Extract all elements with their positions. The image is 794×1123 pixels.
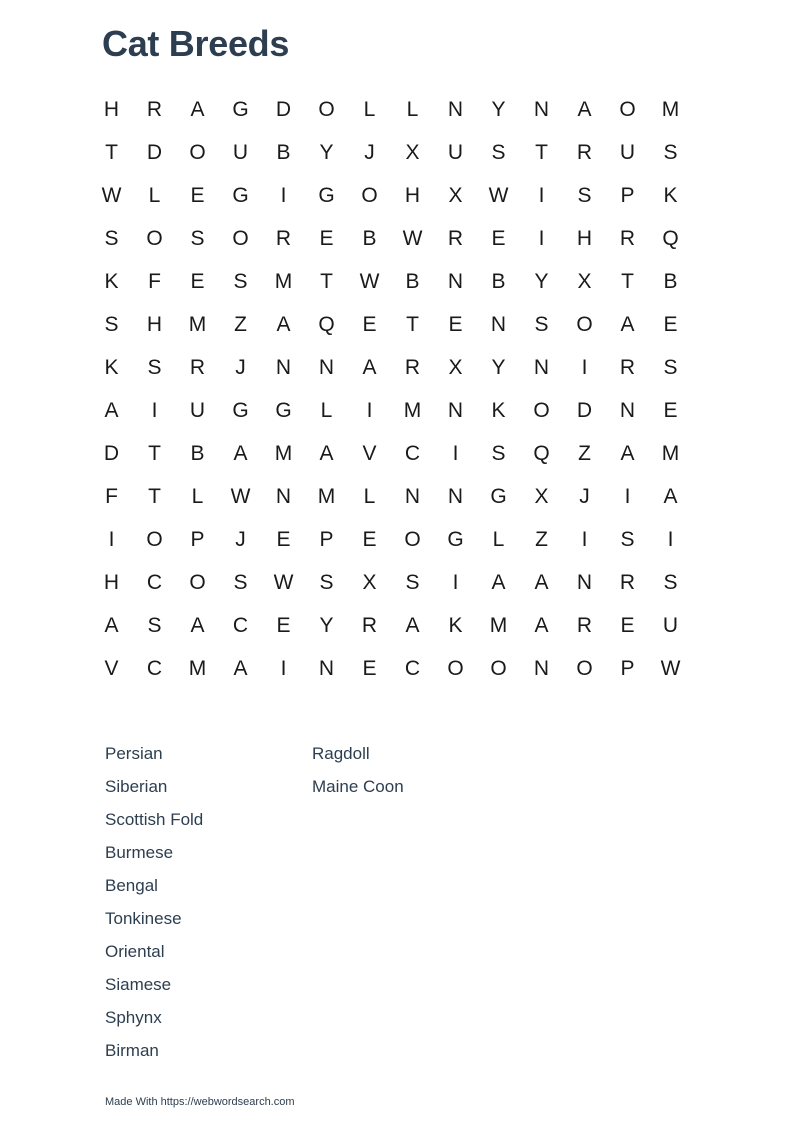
- word-list-column: [105, 737, 312, 1067]
- grid-cell[interactable]: N: [619, 398, 636, 422]
- grid-cell[interactable]: B: [190, 441, 205, 465]
- grid-cell[interactable]: B: [276, 140, 291, 164]
- grid-cell[interactable]: E: [319, 226, 334, 250]
- grid-cell[interactable]: K: [663, 183, 678, 207]
- word-search-grid: [90, 88, 692, 690]
- grid-cell[interactable]: A: [405, 613, 420, 637]
- grid-cell[interactable]: X: [577, 269, 592, 293]
- grid-cell[interactable]: N: [533, 97, 550, 121]
- grid-cell[interactable]: K: [491, 398, 506, 422]
- grid-cell[interactable]: A: [104, 613, 119, 637]
- grid-cell[interactable]: I: [667, 527, 674, 551]
- grid-cell[interactable]: I: [452, 570, 459, 594]
- grid-cell[interactable]: W: [230, 484, 251, 508]
- grid-cell[interactable]: S: [104, 312, 119, 336]
- grid-cell[interactable]: N: [447, 484, 464, 508]
- grid-cell[interactable]: I: [538, 226, 545, 250]
- grid-cell[interactable]: B: [405, 269, 420, 293]
- grid-cell[interactable]: S: [491, 441, 506, 465]
- grid-cell[interactable]: G: [232, 183, 249, 207]
- grid-cell[interactable]: O: [447, 656, 464, 680]
- grid-cell[interactable]: N: [275, 355, 292, 379]
- grid-cell[interactable]: D: [275, 97, 292, 121]
- grid-cell[interactable]: J: [364, 140, 375, 164]
- grid-cell[interactable]: O: [361, 183, 378, 207]
- grid-cell[interactable]: E: [362, 656, 377, 680]
- grid-cell[interactable]: H: [146, 312, 163, 336]
- word-list-item: Maine Coon: [312, 777, 404, 796]
- grid-cell[interactable]: N: [533, 355, 550, 379]
- grid-cell[interactable]: N: [490, 312, 507, 336]
- grid-cell[interactable]: Y: [491, 97, 506, 121]
- grid-cell[interactable]: N: [318, 656, 335, 680]
- grid-cell[interactable]: M: [661, 97, 680, 121]
- grid-cell[interactable]: S: [233, 570, 248, 594]
- grid-cell[interactable]: N: [447, 398, 464, 422]
- grid-cell[interactable]: A: [319, 441, 334, 465]
- grid-cell[interactable]: E: [362, 527, 377, 551]
- grid-cell[interactable]: S: [491, 140, 506, 164]
- grid-cell[interactable]: P: [190, 527, 205, 551]
- grid-cell[interactable]: O: [619, 97, 636, 121]
- grid-cell[interactable]: W: [402, 226, 423, 250]
- grid-row: [90, 303, 692, 346]
- grid-cell[interactable]: K: [104, 355, 119, 379]
- grid-cell[interactable]: H: [103, 570, 120, 594]
- grid-cell[interactable]: D: [576, 398, 593, 422]
- grid-cell[interactable]: E: [190, 269, 205, 293]
- word-list-item: Oriental: [105, 942, 165, 961]
- grid-cell[interactable]: R: [404, 355, 421, 379]
- grid-cell[interactable]: J: [579, 484, 590, 508]
- grid-cell[interactable]: A: [534, 570, 549, 594]
- grid-cell[interactable]: I: [538, 183, 545, 207]
- grid-cell[interactable]: I: [581, 527, 588, 551]
- grid-cell[interactable]: O: [576, 656, 593, 680]
- grid-cell[interactable]: O: [189, 570, 206, 594]
- grid-cell[interactable]: H: [103, 97, 120, 121]
- grid-cell[interactable]: V: [104, 656, 119, 680]
- grid-cell[interactable]: U: [189, 398, 206, 422]
- grid-row: [90, 604, 692, 647]
- grid-cell[interactable]: V: [362, 441, 377, 465]
- word-list-item: Bengal: [105, 876, 158, 895]
- grid-cell[interactable]: G: [232, 398, 249, 422]
- grid-cell[interactable]: X: [448, 183, 463, 207]
- grid-row: [90, 432, 692, 475]
- grid-cell[interactable]: A: [190, 97, 205, 121]
- grid-cell[interactable]: H: [404, 183, 421, 207]
- grid-cell[interactable]: S: [190, 226, 205, 250]
- grid-cell[interactable]: N: [533, 656, 550, 680]
- word-list-item: Ragdoll: [312, 744, 370, 763]
- grid-cell[interactable]: R: [619, 226, 636, 250]
- grid-cell[interactable]: O: [490, 656, 507, 680]
- word-list-column: [312, 737, 519, 1067]
- word-list-item: Siberian: [105, 777, 168, 796]
- grid-cell[interactable]: E: [276, 527, 291, 551]
- grid-cell[interactable]: U: [619, 140, 636, 164]
- grid-cell[interactable]: D: [103, 441, 120, 465]
- grid-cell[interactable]: X: [405, 140, 420, 164]
- grid-cell[interactable]: A: [534, 613, 549, 637]
- grid-cell[interactable]: M: [489, 613, 508, 637]
- grid-cell[interactable]: Z: [234, 312, 247, 336]
- grid-cell[interactable]: W: [101, 183, 122, 207]
- grid-cell[interactable]: R: [189, 355, 206, 379]
- grid-cell[interactable]: I: [108, 527, 115, 551]
- grid-cell[interactable]: R: [361, 613, 378, 637]
- grid-cell[interactable]: M: [274, 269, 293, 293]
- grid-cell[interactable]: S: [534, 312, 549, 336]
- grid-cell[interactable]: A: [233, 656, 248, 680]
- grid-cell[interactable]: C: [146, 656, 163, 680]
- grid-row: [90, 260, 692, 303]
- grid-cell[interactable]: J: [235, 355, 246, 379]
- grid-cell[interactable]: J: [235, 527, 246, 551]
- grid-cell[interactable]: B: [362, 226, 377, 250]
- grid-cell[interactable]: I: [280, 656, 287, 680]
- word-list-item: Birman: [105, 1041, 159, 1060]
- grid-row: [90, 561, 692, 604]
- grid-cell[interactable]: X: [448, 355, 463, 379]
- grid-cell[interactable]: I: [624, 484, 631, 508]
- grid-cell[interactable]: H: [576, 226, 593, 250]
- grid-cell[interactable]: E: [190, 183, 205, 207]
- grid-cell[interactable]: M: [317, 484, 336, 508]
- grid-cell[interactable]: G: [232, 97, 249, 121]
- grid-cell[interactable]: N: [404, 484, 421, 508]
- grid-row: [90, 346, 692, 389]
- grid-cell[interactable]: S: [147, 613, 162, 637]
- grid-cell[interactable]: I: [151, 398, 158, 422]
- grid-cell[interactable]: A: [190, 613, 205, 637]
- grid-cell[interactable]: O: [146, 226, 163, 250]
- grid-cell[interactable]: S: [319, 570, 334, 594]
- grid-cell[interactable]: S: [233, 269, 248, 293]
- grid-cell[interactable]: O: [318, 97, 335, 121]
- grid-row: [90, 88, 692, 131]
- grid-cell[interactable]: D: [146, 140, 163, 164]
- grid-cell[interactable]: F: [148, 269, 161, 293]
- grid-cell[interactable]: T: [535, 140, 548, 164]
- grid-cell[interactable]: T: [406, 312, 419, 336]
- grid-cell[interactable]: N: [447, 269, 464, 293]
- grid-row: [90, 217, 692, 260]
- grid-cell[interactable]: R: [447, 226, 464, 250]
- grid-cell[interactable]: K: [448, 613, 463, 637]
- grid-cell[interactable]: S: [577, 183, 592, 207]
- grid-cell[interactable]: A: [491, 570, 506, 594]
- grid-cell[interactable]: S: [663, 140, 678, 164]
- grid-cell[interactable]: Z: [535, 527, 548, 551]
- grid-cell[interactable]: M: [274, 441, 293, 465]
- grid-cell[interactable]: U: [232, 140, 249, 164]
- grid-cell[interactable]: E: [491, 226, 506, 250]
- grid-cell[interactable]: G: [490, 484, 507, 508]
- grid-cell[interactable]: R: [576, 140, 593, 164]
- grid-cell[interactable]: P: [620, 656, 635, 680]
- grid-cell[interactable]: A: [276, 312, 291, 336]
- grid-cell[interactable]: O: [576, 312, 593, 336]
- grid-cell[interactable]: T: [320, 269, 333, 293]
- grid-cell[interactable]: C: [404, 441, 421, 465]
- grid-cell[interactable]: Q: [318, 312, 335, 336]
- grid-cell[interactable]: E: [620, 613, 635, 637]
- grid-row: [90, 518, 692, 561]
- grid-cell[interactable]: Y: [319, 140, 334, 164]
- grid-cell[interactable]: K: [104, 269, 119, 293]
- grid-cell[interactable]: A: [620, 441, 635, 465]
- grid-cell[interactable]: L: [363, 97, 376, 121]
- grid-cell[interactable]: Z: [578, 441, 591, 465]
- grid-cell[interactable]: U: [447, 140, 464, 164]
- grid-cell[interactable]: C: [146, 570, 163, 594]
- word-list-item: Tonkinese: [105, 909, 182, 928]
- grid-cell[interactable]: C: [232, 613, 249, 637]
- grid-cell[interactable]: C: [404, 656, 421, 680]
- grid-cell[interactable]: R: [619, 355, 636, 379]
- grid-cell[interactable]: W: [359, 269, 380, 293]
- grid-cell[interactable]: S: [620, 527, 635, 551]
- footer-credit: Made With https://webwordsearch.com: [105, 1096, 295, 1108]
- grid-cell[interactable]: E: [448, 312, 463, 336]
- grid-cell[interactable]: I: [452, 441, 459, 465]
- grid-cell[interactable]: Q: [662, 226, 679, 250]
- grid-cell[interactable]: S: [663, 355, 678, 379]
- grid-cell[interactable]: S: [104, 226, 119, 250]
- word-list-item: Siamese: [105, 975, 172, 994]
- grid-cell[interactable]: G: [275, 398, 292, 422]
- grid-cell[interactable]: A: [620, 312, 635, 336]
- grid-cell[interactable]: E: [663, 398, 678, 422]
- grid-cell[interactable]: I: [280, 183, 287, 207]
- grid-cell[interactable]: T: [148, 441, 161, 465]
- grid-cell[interactable]: A: [104, 398, 119, 422]
- grid-cell[interactable]: O: [404, 527, 421, 551]
- grid-cell[interactable]: Y: [491, 355, 506, 379]
- grid-cell[interactable]: T: [148, 484, 161, 508]
- grid-cell[interactable]: P: [620, 183, 635, 207]
- word-list-item: Sphynx: [105, 1008, 162, 1027]
- grid-cell[interactable]: O: [533, 398, 550, 422]
- word-list-item: Scottish Fold: [105, 810, 204, 829]
- grid-cell[interactable]: L: [320, 398, 333, 422]
- grid-row: [90, 174, 692, 217]
- grid-cell[interactable]: X: [362, 570, 377, 594]
- grid-cell[interactable]: E: [663, 312, 678, 336]
- grid-cell[interactable]: G: [318, 183, 335, 207]
- grid-cell[interactable]: N: [447, 97, 464, 121]
- grid-cell[interactable]: Y: [319, 613, 334, 637]
- grid-cell[interactable]: A: [663, 484, 678, 508]
- grid-cell[interactable]: Y: [534, 269, 549, 293]
- grid-cell[interactable]: L: [406, 97, 419, 121]
- grid-cell[interactable]: R: [576, 613, 593, 637]
- grid-cell[interactable]: R: [275, 226, 292, 250]
- grid-row: [90, 389, 692, 432]
- grid-cell[interactable]: O: [232, 226, 249, 250]
- word-list: [105, 737, 519, 1067]
- grid-cell[interactable]: S: [405, 570, 420, 594]
- grid-cell[interactable]: T: [105, 140, 118, 164]
- grid-cell[interactable]: O: [189, 140, 206, 164]
- grid-cell[interactable]: B: [491, 269, 506, 293]
- grid-row: [90, 131, 692, 174]
- grid-cell[interactable]: M: [661, 441, 680, 465]
- grid-cell[interactable]: X: [534, 484, 549, 508]
- grid-cell[interactable]: E: [362, 312, 377, 336]
- grid-cell[interactable]: E: [276, 613, 291, 637]
- grid-cell[interactable]: Q: [533, 441, 550, 465]
- grid-cell[interactable]: I: [366, 398, 373, 422]
- page-title: Cat Breeds: [102, 23, 290, 64]
- grid-cell[interactable]: L: [492, 527, 505, 551]
- grid-cell[interactable]: A: [362, 355, 377, 379]
- grid-cell[interactable]: L: [191, 484, 204, 508]
- grid-cell[interactable]: L: [363, 484, 376, 508]
- word-list-item: Burmese: [105, 843, 174, 862]
- grid-cell[interactable]: L: [148, 183, 161, 207]
- grid-cell[interactable]: A: [577, 97, 592, 121]
- grid-cell[interactable]: S: [147, 355, 162, 379]
- grid-cell[interactable]: A: [233, 441, 248, 465]
- grid-cell[interactable]: M: [188, 656, 207, 680]
- grid-cell[interactable]: W: [273, 570, 294, 594]
- grid-cell[interactable]: R: [146, 97, 163, 121]
- grid-cell[interactable]: N: [318, 355, 335, 379]
- grid-cell[interactable]: P: [319, 527, 334, 551]
- grid-cell[interactable]: S: [663, 570, 678, 594]
- grid-cell[interactable]: M: [188, 312, 207, 336]
- grid-cell[interactable]: O: [146, 527, 163, 551]
- grid-cell[interactable]: F: [105, 484, 118, 508]
- grid-cell[interactable]: T: [621, 269, 634, 293]
- grid-cell[interactable]: R: [619, 570, 636, 594]
- grid-cell[interactable]: N: [275, 484, 292, 508]
- grid-cell[interactable]: G: [447, 527, 464, 551]
- grid-cell[interactable]: W: [660, 656, 681, 680]
- grid-cell[interactable]: M: [403, 398, 422, 422]
- grid-cell[interactable]: U: [662, 613, 679, 637]
- word-list-item: Persian: [105, 744, 163, 763]
- grid-cell[interactable]: B: [663, 269, 678, 293]
- grid-row: [90, 475, 692, 518]
- grid-cell[interactable]: I: [581, 355, 588, 379]
- grid-cell[interactable]: W: [488, 183, 509, 207]
- grid-cell[interactable]: N: [576, 570, 593, 594]
- grid-row: [90, 647, 692, 690]
